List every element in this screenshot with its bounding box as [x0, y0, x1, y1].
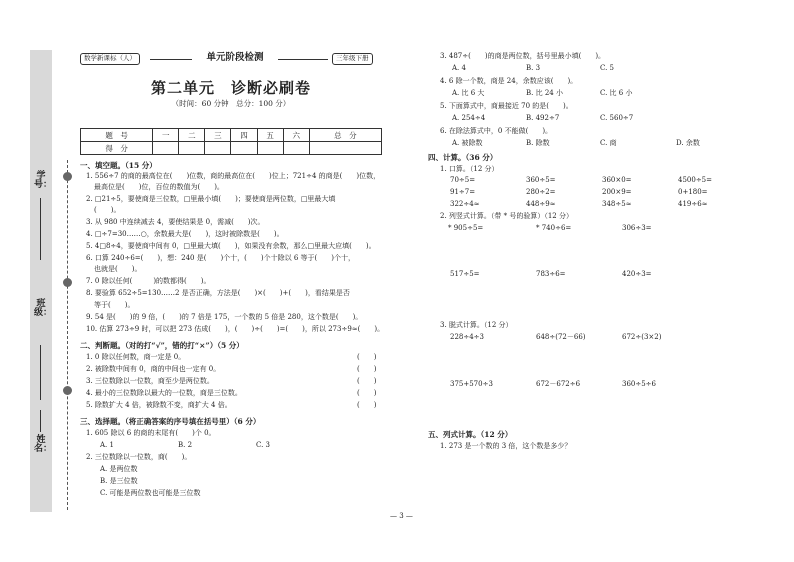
score-input-cell[interactable] [205, 142, 231, 155]
question-text: 1. 605 除以 6 的商的末尾有( )个 0。 [86, 429, 216, 437]
score-cell: 题 号 [81, 129, 153, 142]
question-text: 5. 4□8÷4，要使商中间有 0，□里最大填( )，如果没有余数，那么□里最大应填( )。 [86, 242, 376, 250]
score-input-cell[interactable] [153, 142, 179, 155]
question-text: 1. 273 是一个数的 3 倍，这个数是多少？ [440, 442, 572, 450]
page-title: 第二单元 诊断必刷卷 [150, 79, 311, 97]
vertical-problem: 517÷5= [450, 270, 480, 278]
answer-blank[interactable]: ( ) [357, 401, 377, 409]
name-label: 姓名： [34, 435, 53, 455]
score-input-cell[interactable] [231, 142, 257, 155]
class-label: 班 级： [34, 299, 55, 319]
option-text: B. 2 [178, 441, 193, 449]
answer-blank[interactable]: ( ) [357, 389, 377, 397]
question-text: 2. 三位数除以一位数，商( )。 [86, 453, 192, 461]
oral-problem: 419÷6≈ [678, 200, 708, 208]
question-text: 3. 从 980 中连续减去 4，要使结果是 0，需减( )次。 [86, 218, 265, 226]
option-text: C. 560÷7 [600, 114, 634, 122]
subsection-title: 1. 口算。（12 分） [440, 165, 499, 173]
question-text: 2. 被除数中间有 0，商的中间也一定有 0。 [86, 365, 221, 373]
page-subtitle: （时间：60 分钟 总分：100 分） [171, 99, 291, 108]
score-input-cell[interactable] [179, 142, 205, 155]
option-text: A. 1 [100, 441, 114, 449]
mixed-problem: 672÷(3×2) [622, 333, 662, 341]
option-text: B. 3 [526, 64, 541, 72]
option-text: A. 4 [452, 64, 466, 72]
score-header-row [81, 129, 382, 142]
vertical-problem: 783÷6= [536, 270, 566, 278]
oral-problem: 322÷4≈ [450, 200, 480, 208]
mixed-problem: 375+570÷3 [450, 380, 493, 388]
vertical-problem: 420÷3= [622, 270, 652, 278]
oral-problem: 91÷7= [450, 188, 476, 196]
edition-tag: 数学新课标（人） [80, 53, 140, 65]
option-text: C. 可能是两位数也可能是三位数 [100, 489, 201, 497]
oral-problem: 4500÷5= [678, 176, 712, 184]
option-text: C. 商 [600, 139, 617, 147]
mixed-problem: 648÷(72－66) [536, 333, 586, 341]
option-text: A. 被除数 [452, 139, 483, 147]
name-line [40, 410, 41, 432]
score-cell: 六 [283, 129, 309, 142]
header-rule [278, 59, 328, 60]
score-table [80, 128, 382, 155]
oral-problem: 360×0= [602, 176, 632, 184]
question-text: 4. 6 除一个数，商是 24，余数应该( )。 [440, 77, 578, 85]
option-text: A. 是两位数 [100, 465, 138, 473]
mixed-problem: 228÷4÷3 [450, 333, 484, 341]
option-text: A. 254÷4 [452, 114, 486, 122]
mixed-problem: 360÷5÷6 [622, 380, 656, 388]
oral-problem: 200×9= [602, 188, 632, 196]
subsection-title: 2. 列竖式计算。（带 * 号的验算）（12 分） [440, 212, 573, 220]
option-text: B. 除数 [526, 139, 550, 147]
page-number: — 3 — [390, 512, 413, 520]
question-text: 等于( )。 [94, 301, 135, 309]
option-text: B. 492÷7 [526, 114, 560, 122]
section-fill-blank-title: 一、填空题。（15 分） [80, 161, 157, 170]
score-cell: 三 [205, 129, 231, 142]
question-text: 6. 口算 240÷6=( )，想：240 是( )个十，( )个十除以 6 等于( )个十， [86, 254, 356, 262]
binding-dashed-line [67, 160, 68, 510]
question-text: 4. □÷7=30……○，余数最大是( )，这时被除数是( )。 [86, 230, 284, 238]
answer-blank[interactable]: ( ) [357, 353, 377, 361]
score-cell: 得 分 [81, 142, 153, 155]
answer-blank[interactable]: ( ) [357, 365, 377, 373]
question-text: 8. 要验算 652÷5=130……2 是否正确，方法是( )×( )+( )，看结果是否 [86, 289, 350, 297]
mixed-problem: 672－672÷6 [536, 380, 581, 388]
question-text: 4. 最小的三位数除以最大的一位数，商是三位数。 [86, 389, 242, 397]
score-input-cell[interactable] [283, 142, 309, 155]
oral-problem: 280÷2= [526, 188, 556, 196]
question-text: 5. 下面算式中，商最接近 70 的是( )。 [440, 102, 573, 110]
question-text: 1. 556÷7 的商的最高位在( )位数，商的最高位在( )位上；721÷4 的商是( )位数， [86, 172, 381, 180]
section-true-false-title: 二、判断题。（对的打“√”，错的打“×”）（5 分） [80, 341, 244, 350]
option-text: C. 3 [256, 441, 271, 449]
question-text: 10. 估算 273÷9 时，可以把 273 估成( )，( )÷( )=( )，所以 273÷9≈( )。 [86, 325, 385, 333]
score-cell: 一 [153, 129, 179, 142]
header-rule [150, 59, 192, 60]
oral-problem: 360÷5= [526, 176, 556, 184]
question-text: 2. □21÷5，要使商是三位数，□里最小填( )；要使商是两位数，□里最大填 [86, 195, 336, 203]
score-cell: 总 分 [309, 129, 381, 142]
question-text: 6. 在除法算式中，0 不能做( )。 [440, 127, 553, 135]
oral-problem: 70÷5= [450, 176, 476, 184]
question-text: 也就是( )。 [94, 265, 142, 273]
vertical-problem: * 740÷6= [536, 224, 572, 232]
option-text: C. 比 6 小 [600, 89, 633, 97]
student-number-label: 学号： [34, 171, 53, 191]
class-line [40, 345, 41, 400]
answer-blank[interactable]: ( ) [357, 377, 377, 385]
question-text: 9. 54 是( )的 9 倍，( )的 7 倍是 175，一个数的 5 倍是 280，这个数是( )。 [86, 313, 363, 321]
score-cell: 二 [179, 129, 205, 142]
oral-problem: 348÷5≈ [602, 200, 632, 208]
option-text: D. 余数 [676, 139, 700, 147]
section-word-problem-title: 五、列式计算。（12 分） [428, 430, 513, 439]
section-choice-title: 三、选择题。（将正确答案的序号填在括号里）（6 分） [80, 417, 261, 426]
student-number-line [40, 198, 41, 260]
score-input-cell[interactable] [257, 142, 283, 155]
option-text: C. 5 [600, 64, 615, 72]
binding-hole-mark [63, 172, 72, 181]
subsection-title: 3. 脱式计算。（12 分） [440, 321, 513, 329]
question-text: ( )。 [94, 206, 121, 214]
question-text: 3. 三位数除以一位数，商至少是两位数。 [86, 377, 214, 385]
vertical-problem: * 905÷5= [448, 224, 484, 232]
binding-hole-mark [63, 386, 72, 395]
section-calculation-title: 四、计算。（36 分） [428, 153, 498, 162]
option-text: B. 比 24 小 [526, 89, 563, 97]
score-cell: 五 [257, 129, 283, 142]
vertical-problem: 306÷3= [622, 224, 652, 232]
question-text: 5. 除数扩大 4 倍，被除数不变，商扩大 4 倍。 [86, 401, 232, 409]
score-input-cell[interactable] [309, 142, 381, 155]
question-text: 7. 0 除以任何( )的数都得( )。 [86, 277, 211, 285]
option-text: B. 是三位数 [100, 477, 138, 485]
score-value-row [81, 142, 382, 155]
oral-problem: 0+180= [678, 188, 708, 196]
option-text: A. 比 6 大 [452, 89, 485, 97]
question-text: 1. 0 除以任何数，商一定是 0。 [86, 353, 186, 361]
binding-hole-mark [63, 278, 72, 287]
score-cell: 四 [231, 129, 257, 142]
grade-tag: 三年级下册 [332, 53, 373, 65]
oral-problem: 448÷9≈ [526, 200, 556, 208]
page-header [80, 52, 382, 66]
header-title: 单元阶段检测 [206, 52, 264, 63]
question-text: 最高位是( )位，百位的数值为( )。 [94, 183, 224, 191]
question-text: 3. 487÷( )的商是两位数，括号里最小填( )。 [440, 52, 606, 60]
